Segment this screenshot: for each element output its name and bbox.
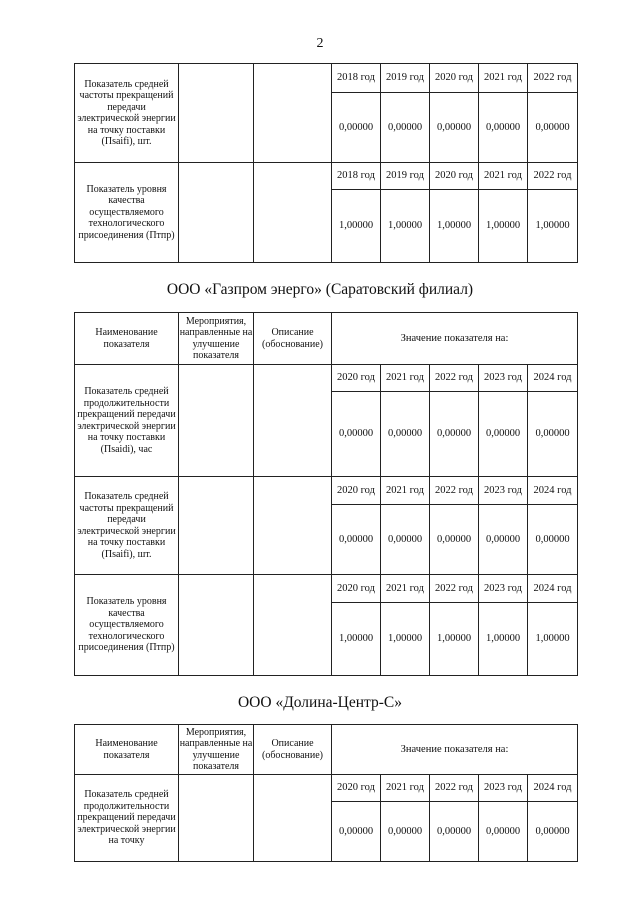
measures-cell bbox=[179, 575, 254, 676]
description-cell bbox=[254, 365, 332, 477]
year-cell: 2023 год bbox=[479, 575, 528, 603]
indicator-table-section1 bbox=[74, 63, 578, 263]
header-row bbox=[75, 313, 578, 365]
value-cell: 0,00000 bbox=[430, 505, 479, 575]
value-cell: 1,00000 bbox=[381, 190, 430, 263]
value-cell: 0,00000 bbox=[528, 93, 578, 163]
section-title: ООО «Газпром энерго» (Саратовский филиал) bbox=[166, 281, 474, 298]
value-cell: 0,00000 bbox=[479, 505, 528, 575]
year-cell: 2020 год bbox=[332, 477, 381, 505]
value-cell: 0,00000 bbox=[381, 392, 430, 477]
header-value: Значение показателя на: bbox=[332, 725, 578, 775]
table-row bbox=[75, 477, 578, 505]
header-row bbox=[75, 725, 578, 775]
year-cell: 2020 год bbox=[332, 775, 381, 802]
value-cell: 0,00000 bbox=[332, 93, 381, 163]
table-row bbox=[75, 775, 578, 802]
header-measures: Мероприятия, направленные на улучшение показателя bbox=[179, 313, 254, 365]
indicator-name: Показатель уровня качества осуществляемого технологического присоединения (Птпр) bbox=[75, 575, 179, 676]
measures-cell bbox=[179, 477, 254, 575]
year-cell: 2023 год bbox=[479, 477, 528, 505]
value-cell: 0,00000 bbox=[528, 802, 578, 862]
year-cell: 2022 год bbox=[528, 163, 578, 190]
header-name: Наименование показателя bbox=[75, 725, 179, 775]
value-cell: 0,00000 bbox=[479, 392, 528, 477]
header-value: Значение показателя на: bbox=[332, 313, 578, 365]
measures-cell bbox=[179, 775, 254, 862]
year-cell: 2023 год bbox=[479, 775, 528, 802]
year-cell: 2021 год bbox=[381, 365, 430, 392]
description-cell bbox=[254, 163, 332, 263]
year-cell: 2022 год bbox=[430, 477, 479, 505]
year-cell: 2021 год bbox=[381, 575, 430, 603]
value-cell: 1,00000 bbox=[430, 603, 479, 676]
header-description: Описание (обоснование) bbox=[254, 313, 332, 365]
value-cell: 1,00000 bbox=[430, 190, 479, 263]
page-number: 2 bbox=[316, 36, 324, 51]
year-cell: 2019 год bbox=[381, 163, 430, 190]
value-cell: 1,00000 bbox=[479, 603, 528, 676]
value-cell: 1,00000 bbox=[528, 603, 578, 676]
year-cell: 2022 год bbox=[430, 365, 479, 392]
section-title: ООО «Долина-Центр-С» bbox=[237, 694, 403, 711]
value-cell: 1,00000 bbox=[528, 190, 578, 263]
indicator-name: Показатель средней продолжительности прекращений передачи электрической энергии на точку bbox=[75, 775, 179, 862]
value-cell: 0,00000 bbox=[479, 93, 528, 163]
table-row bbox=[75, 163, 578, 190]
year-cell: 2022 год bbox=[430, 775, 479, 802]
description-cell bbox=[254, 775, 332, 862]
value-cell: 0,00000 bbox=[381, 93, 430, 163]
indicator-name: Показатель средней частоты прекращений передачи электрической энергии на точку поставки (Пsaifi), шт. bbox=[75, 477, 179, 575]
indicator-name: Показатель уровня качества осуществляемого технологического присоединения (Птпр) bbox=[75, 163, 179, 263]
year-cell: 2023 год bbox=[479, 365, 528, 392]
year-cell: 2018 год bbox=[332, 64, 381, 93]
measures-cell bbox=[179, 163, 254, 263]
year-cell: 2021 год bbox=[479, 64, 528, 93]
year-cell: 2020 год bbox=[430, 163, 479, 190]
year-cell: 2020 год bbox=[332, 575, 381, 603]
measures-cell bbox=[179, 365, 254, 477]
value-cell: 0,00000 bbox=[528, 392, 578, 477]
value-cell: 1,00000 bbox=[479, 190, 528, 263]
description-cell bbox=[254, 64, 332, 163]
value-cell: 1,00000 bbox=[332, 190, 381, 263]
header-description: Описание (обоснование) bbox=[254, 725, 332, 775]
value-cell: 0,00000 bbox=[381, 802, 430, 862]
table-row bbox=[75, 64, 578, 93]
value-cell: 0,00000 bbox=[528, 505, 578, 575]
value-cell: 1,00000 bbox=[332, 603, 381, 676]
indicator-table-section3 bbox=[74, 724, 578, 862]
year-cell: 2021 год bbox=[381, 477, 430, 505]
year-cell: 2022 год bbox=[528, 64, 578, 93]
indicator-name: Показатель средней продолжительности прекращений передачи электрической энергии на точку поставки (Пsaidi), час bbox=[75, 365, 179, 477]
year-cell: 2019 год bbox=[381, 64, 430, 93]
table-row bbox=[75, 575, 578, 603]
year-cell: 2024 год bbox=[528, 365, 578, 392]
year-cell: 2021 год bbox=[479, 163, 528, 190]
value-cell: 0,00000 bbox=[430, 392, 479, 477]
value-cell: 1,00000 bbox=[381, 603, 430, 676]
header-measures: Мероприятия, направленные на улучшение показателя bbox=[179, 725, 254, 775]
description-cell bbox=[254, 575, 332, 676]
year-cell: 2022 год bbox=[430, 575, 479, 603]
value-cell: 0,00000 bbox=[381, 505, 430, 575]
header-name: Наименование показателя bbox=[75, 313, 179, 365]
value-cell: 0,00000 bbox=[332, 802, 381, 862]
year-cell: 2024 год bbox=[528, 775, 578, 802]
indicator-table-section2 bbox=[74, 312, 578, 676]
description-cell bbox=[254, 477, 332, 575]
table-row bbox=[75, 365, 578, 392]
value-cell: 0,00000 bbox=[479, 802, 528, 862]
value-cell: 0,00000 bbox=[332, 392, 381, 477]
value-cell: 0,00000 bbox=[430, 802, 479, 862]
indicator-name: Показатель средней частоты прекращений передачи электрической энергии на точку поставки (Пsaifi), шт. bbox=[75, 64, 179, 163]
value-cell: 0,00000 bbox=[430, 93, 479, 163]
value-cell: 0,00000 bbox=[332, 505, 381, 575]
year-cell: 2021 год bbox=[381, 775, 430, 802]
year-cell: 2024 год bbox=[528, 477, 578, 505]
year-cell: 2018 год bbox=[332, 163, 381, 190]
year-cell: 2020 год bbox=[430, 64, 479, 93]
measures-cell bbox=[179, 64, 254, 163]
year-cell: 2024 год bbox=[528, 575, 578, 603]
year-cell: 2020 год bbox=[332, 365, 381, 392]
